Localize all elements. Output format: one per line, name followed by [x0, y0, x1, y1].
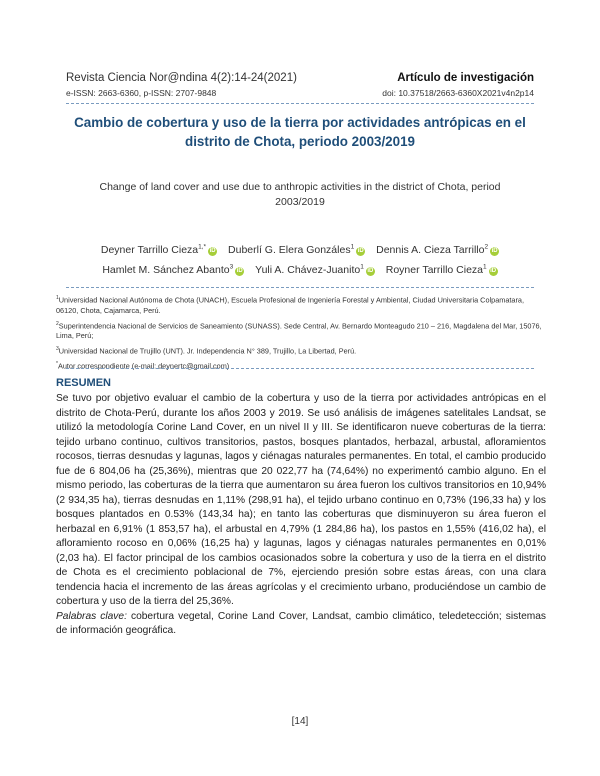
- author-list: [60, 238, 540, 279]
- orcid-icon[interactable]: iD: [357, 247, 364, 254]
- orcid-icon[interactable]: iD: [209, 247, 216, 254]
- author-affiliation-mark: 3: [229, 263, 234, 271]
- orcid-icon[interactable]: iD: [490, 268, 497, 274]
- author-affiliation-mark: 1: [483, 263, 487, 271]
- resumen-heading: RESUMEN: [56, 377, 112, 389]
- keywords-label: Palabras clave:: [56, 610, 127, 622]
- affiliation-2: $^2$Superintendencia Nacional de Servicios de Saneamiento (SUNASS). Sede Central, Av. Bernardo Monteagudo 210 – 216, Magdalena del Mar, 15076, Lima, Perú;: [56, 320, 542, 341]
- author-5: [255, 264, 375, 276]
- author-6: [386, 264, 498, 276]
- author-affiliation-mark: 1: [360, 263, 364, 271]
- author-name: Yuli A. Chávez-Juanito: [255, 264, 361, 276]
- keywords-list: cobertura vegetal, Corine Land Cover, Landsat, cambio climático, teledetección; sistemas de información geográfica.: [56, 610, 546, 636]
- abstract-body: Se tuvo por objetivo evaluar el cambio de la cobertura y uso de la tierra por actividades antrópicas en el distrito de Chota-Perú, durante los años 2003 y 2019. Se usó análisis de imágenes satelitales Landsat, se utilizó la metodología Corine Land Cover, en un nivel II y III. Se identificaron nueve coberturas de la tierra: tejido urbano continuo, cultivos transitorios, pastos, bosques plantados, herbazal, arbustal, afloramientos rocosos, tierras desnudas y lagunas, lagos y ciénagas naturales permanentes. En total, el cambio producido fue de 6 804,06 ha (25,36%), mientras que 20 022,77 ha (74,64%) no experimentó cambio alguno. En el mismo periodo, las coberturas de la tierra que aumentaron su área fueron los cultivos transitorios en 10,94% (2 934,35 ha), tierras desnudas en 1,11% (298,91 ha), el tejido urbano continuo en 0,73% (196,33 ha) y los bosques plantados en 0.53% (143,34 ha); en tanto las coberturas que disminuyeron su área fueron el herbazal en 6,91% (1 853,57 ha), el arbustal en 4,79% (1 284,86 ha), los pastos en 1,55% (416,02 ha), el afloramiento rocoso en 0,06% (16,25 ha) y lagunas, lagos y ciénagas naturales permanentes en 0,01% (2,03 ha). El factor principal de los cambios ocasionados sobre la cobertura y uso de la tierra en el distrito de Chota es el crecimiento poblacional de 7%, ejerciendo presión sobre estas áreas, con una clara tendencia hacia el incremento de las áreas agrícolas y el crecimiento urbano, produciéndose un cambio de cobertura y uso de la tierra del 25,36%.: [56, 393, 546, 607]
- author-3: [376, 244, 499, 256]
- page-number: [14]: [291, 716, 309, 727]
- orcid-icon[interactable]: iD: [491, 247, 498, 254]
- affiliations: [56, 293, 546, 374]
- author-1: [101, 244, 217, 256]
- author-affiliation-mark: 2: [484, 243, 489, 250]
- author-4: [102, 264, 244, 276]
- author-2: [228, 244, 365, 256]
- issn-line: e-ISSN: 2663-6360, p-ISSN: 2707-9848: [66, 88, 217, 98]
- article-type: Artículo de investigación: [397, 72, 534, 84]
- orcid-icon[interactable]: iD: [367, 268, 374, 274]
- corresponding-author: *Autor correspondiente (e-mail: deynertc@gmail.com): [56, 361, 230, 371]
- affiliation-3: $^3$Universidad Nacional de Trujillo (UNT). Jr. Independencia N° 389, Trujillo, La Libertad, Perú.: [56, 346, 357, 356]
- article-header: [382, 71, 534, 101]
- abstract: [56, 392, 546, 639]
- affiliations-divider-top: [66, 287, 534, 288]
- author-name: Dennis A. Cieza Tarrillo: [376, 243, 485, 256]
- affiliation-1: $^1$Universidad Nacional Autónoma de Chota (UNACH), Escuela Profesional de Ingeniería Forestal y Ambiental, Ciudad Universitaria Colpamatara, 06120, Chota, Cajamarca, Perú.: [56, 295, 524, 315]
- journal-citation: Revista Ciencia Nor@ndina 4(2):14-24(2021): [66, 72, 297, 84]
- author-name: Royner Tarrillo Cieza: [385, 264, 484, 276]
- author-affiliation-mark: 1,*: [198, 243, 207, 250]
- affiliations-divider-bottom: [66, 368, 534, 369]
- header-divider: [66, 103, 534, 104]
- author-name: Hamlet M. Sánchez Abanto: [102, 264, 230, 276]
- keywords: [56, 610, 546, 639]
- journal-header: [66, 71, 297, 101]
- doi-line: doi: 10.37518/2663-6360X2021v4n2p14: [382, 88, 534, 98]
- author-name: Deyner Tarrillo Cieza: [100, 243, 199, 256]
- author-affiliation-mark: 1: [350, 243, 355, 250]
- article-title: Cambio de cobertura y uso de la tierra por actividades antrópicas en el distrito de Chota, periodo 2003/2019: [74, 115, 526, 149]
- orcid-icon[interactable]: iD: [236, 268, 243, 274]
- article-subtitle-english: Change of land cover and use due to anthropic activities in the district of Chota, period 2003/2019: [99, 181, 501, 208]
- author-name: Duberlí G. Elera Gonzáles: [228, 243, 351, 256]
